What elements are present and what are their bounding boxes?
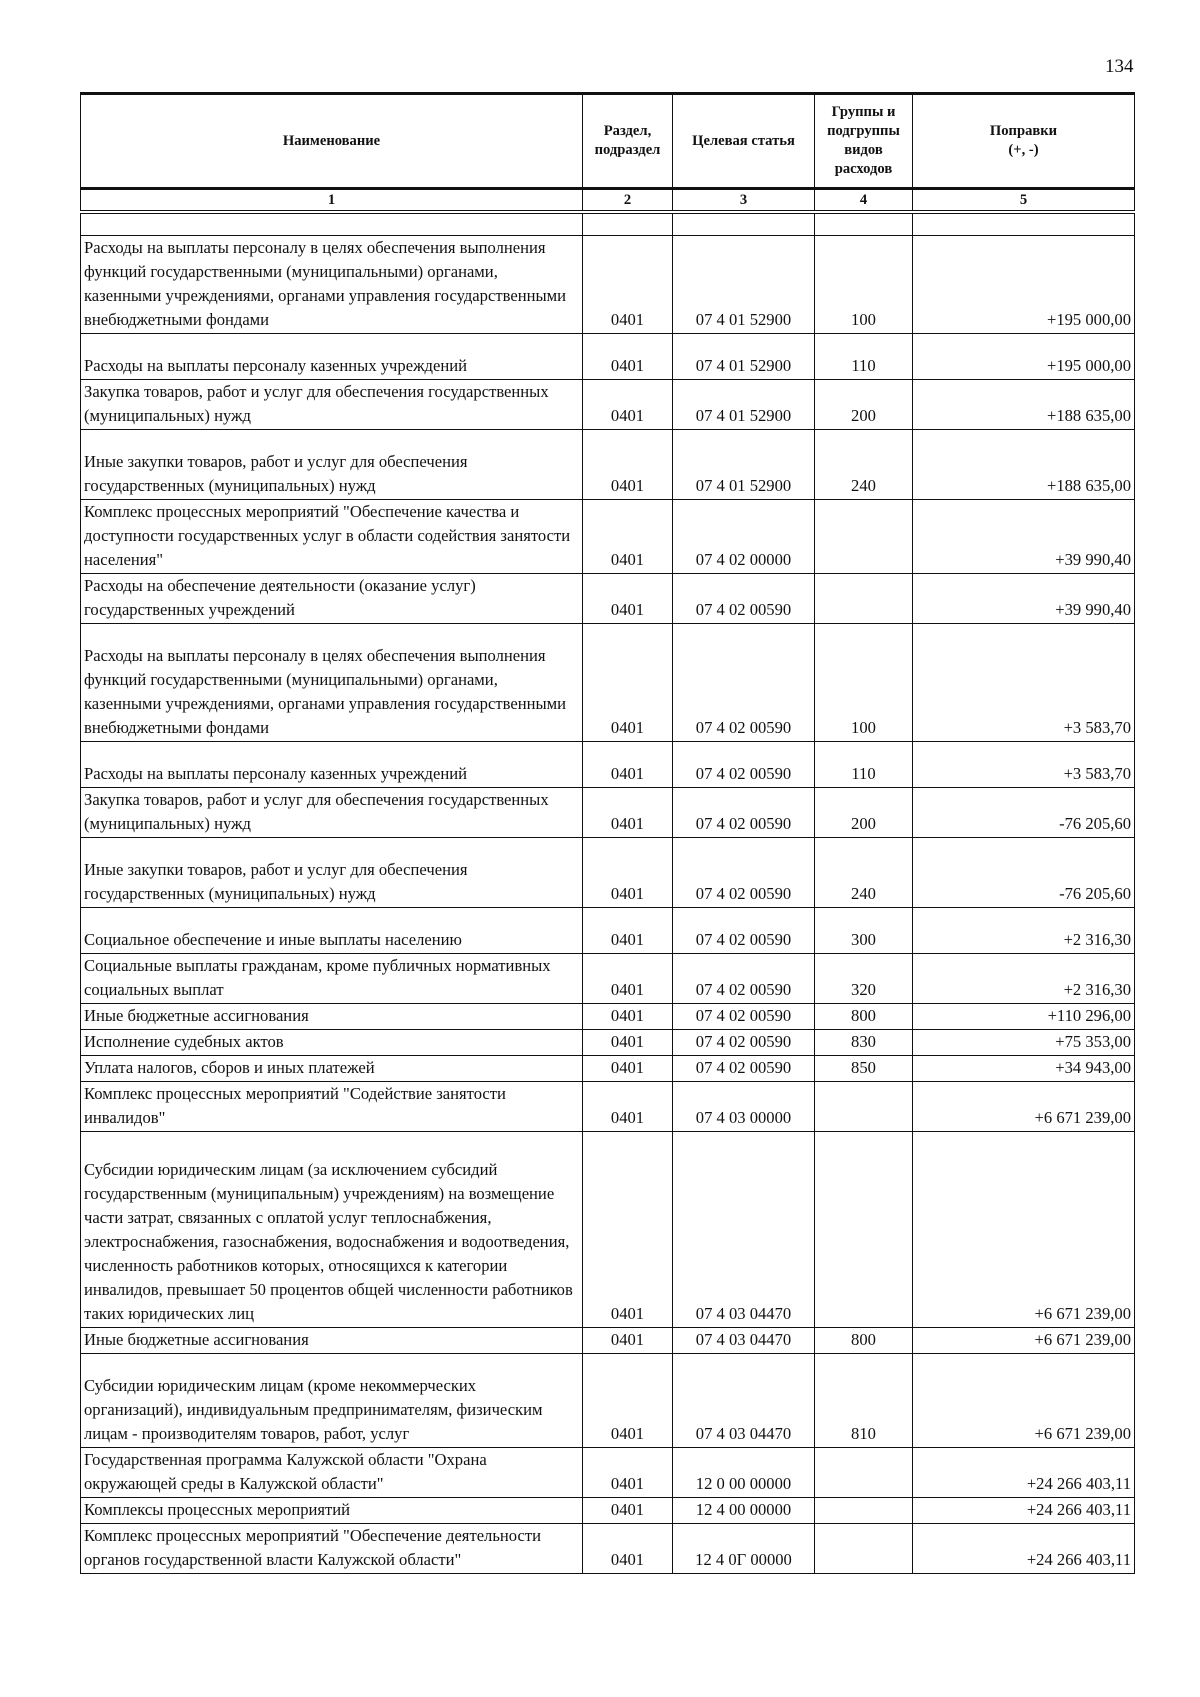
row-name: Закупка товаров, работ и услуг для обеспечения государственных (муниципальных) нужд — [81, 380, 583, 430]
table-row — [81, 624, 1135, 742]
row-section: 0401 — [583, 1498, 673, 1524]
row-group: 200 — [815, 380, 913, 430]
row-article: 07 4 01 52900 — [673, 380, 815, 430]
row-group: 200 — [815, 788, 913, 838]
row-amount: -76 205,60 — [913, 788, 1135, 838]
row-section: 0401 — [583, 1524, 673, 1574]
row-name: Комплекс процессных мероприятий "Обеспечение качества и доступности государственных услуг в области содействия занятости населения" — [81, 500, 583, 574]
table-row — [81, 1328, 1135, 1354]
table-row — [81, 1354, 1135, 1448]
row-amount: +3 583,70 — [913, 624, 1135, 742]
header-amount-title: Поправки — [989, 123, 1058, 139]
column-numbers-row — [81, 189, 1135, 213]
table-row — [81, 500, 1135, 574]
row-amount: +3 583,70 — [913, 742, 1135, 788]
row-name: Иные бюджетные ассигнования — [81, 1328, 583, 1354]
row-name: Исполнение судебных актов — [81, 1030, 583, 1056]
row-name: Расходы на выплаты персоналу в целях обеспечения выполнения функций государственными (муниципальными) органами, казенными учреждениями, органами управления государственными внебюджетными фондами — [81, 624, 583, 742]
row-section: 0401 — [583, 430, 673, 500]
row-section: 0401 — [583, 1328, 673, 1354]
row-amount: +195 000,00 — [913, 334, 1135, 380]
row-section: 0401 — [583, 574, 673, 624]
row-group — [815, 574, 913, 624]
column-number: 1 — [81, 189, 583, 213]
row-name: Расходы на выплаты персоналу в целях обеспечения выполнения функций государственными (муниципальными) органами, казенными учреждениями, органами управления государственными внебюджетными фондами — [81, 236, 583, 334]
budget-table — [80, 92, 1135, 1574]
column-number: 3 — [673, 189, 815, 213]
row-section: 0401 — [583, 1132, 673, 1328]
row-amount: +6 671 239,00 — [913, 1354, 1135, 1448]
table-row — [81, 1082, 1135, 1132]
row-name: Расходы на обеспечение деятельности (оказание услуг) государственных учреждений — [81, 574, 583, 624]
header-article: Целевая статья — [673, 94, 815, 189]
row-article: 07 4 03 04470 — [673, 1328, 815, 1354]
row-group: 800 — [815, 1328, 913, 1354]
header-group: Группы и подгруппы видов расходов — [815, 94, 913, 189]
header-amount — [913, 94, 1135, 189]
row-article: 07 4 02 00590 — [673, 1030, 815, 1056]
row-group: 100 — [815, 624, 913, 742]
row-article: 07 4 01 52900 — [673, 236, 815, 334]
column-number: 5 — [913, 189, 1135, 213]
table-row — [81, 1030, 1135, 1056]
row-section: 0401 — [583, 380, 673, 430]
row-group: 110 — [815, 334, 913, 380]
row-section: 0401 — [583, 1004, 673, 1030]
row-amount: +34 943,00 — [913, 1056, 1135, 1082]
row-name: Закупка товаров, работ и услуг для обеспечения государственных (муниципальных) нужд — [81, 788, 583, 838]
row-group — [815, 1448, 913, 1498]
row-article: 07 4 02 00590 — [673, 954, 815, 1004]
row-amount: -76 205,60 — [913, 838, 1135, 908]
row-name: Иные закупки товаров, работ и услуг для обеспечения государственных (муниципальных) нужд — [81, 838, 583, 908]
row-section: 0401 — [583, 1056, 673, 1082]
row-group: 320 — [815, 954, 913, 1004]
row-article: 07 4 02 00590 — [673, 788, 815, 838]
row-section: 0401 — [583, 788, 673, 838]
row-amount: +6 671 239,00 — [913, 1082, 1135, 1132]
row-section: 0401 — [583, 1448, 673, 1498]
row-section: 0401 — [583, 500, 673, 574]
header-section: Раздел, подраздел — [583, 94, 673, 189]
row-name: Социальные выплаты гражданам, кроме публичных нормативных социальных выплат — [81, 954, 583, 1004]
table-row — [81, 334, 1135, 380]
row-article: 07 4 03 04470 — [673, 1132, 815, 1328]
table-row — [81, 430, 1135, 500]
row-group: 800 — [815, 1004, 913, 1030]
row-section: 0401 — [583, 236, 673, 334]
row-amount: +24 266 403,11 — [913, 1498, 1135, 1524]
table-row — [81, 838, 1135, 908]
row-amount: +195 000,00 — [913, 236, 1135, 334]
row-article: 07 4 03 04470 — [673, 1354, 815, 1448]
row-name: Расходы на выплаты персоналу казенных учреждений — [81, 334, 583, 380]
row-section: 0401 — [583, 1030, 673, 1056]
table-row — [81, 908, 1135, 954]
row-article: 07 4 02 00590 — [673, 574, 815, 624]
row-article: 12 4 0Г 00000 — [673, 1524, 815, 1574]
row-group — [815, 1498, 913, 1524]
row-group: 850 — [815, 1056, 913, 1082]
row-group: 100 — [815, 236, 913, 334]
row-article: 07 4 02 00590 — [673, 624, 815, 742]
row-amount: +2 316,30 — [913, 954, 1135, 1004]
table-row — [81, 574, 1135, 624]
spacer-row — [81, 212, 1135, 236]
table-row — [81, 1056, 1135, 1082]
header-amount-sign: (+, -) — [1008, 142, 1039, 158]
row-article: 07 4 02 00000 — [673, 500, 815, 574]
row-name: Иные бюджетные ассигнования — [81, 1004, 583, 1030]
table-row — [81, 1524, 1135, 1574]
row-article: 07 4 02 00590 — [673, 1004, 815, 1030]
table-row — [81, 954, 1135, 1004]
row-group: 830 — [815, 1030, 913, 1056]
row-name: Комплексы процессных мероприятий — [81, 1498, 583, 1524]
table-row — [81, 1448, 1135, 1498]
table-row — [81, 236, 1135, 334]
row-section: 0401 — [583, 624, 673, 742]
row-group: 110 — [815, 742, 913, 788]
row-name: Комплекс процессных мероприятий "Обеспечение деятельности органов государственной власти Калужской области" — [81, 1524, 583, 1574]
row-section: 0401 — [583, 1082, 673, 1132]
row-name: Комплекс процессных мероприятий "Содействие занятости инвалидов" — [81, 1082, 583, 1132]
row-group — [815, 1524, 913, 1574]
row-name: Уплата налогов, сборов и иных платежей — [81, 1056, 583, 1082]
header-name: Наименование — [81, 94, 583, 189]
row-amount: +39 990,40 — [913, 574, 1135, 624]
table-row — [81, 1004, 1135, 1030]
row-section: 0401 — [583, 838, 673, 908]
row-amount: +188 635,00 — [913, 430, 1135, 500]
column-number: 2 — [583, 189, 673, 213]
row-section: 0401 — [583, 908, 673, 954]
row-name: Субсидии юридическим лицам (кроме некоммерческих организаций), индивидуальным предпринимателям, физическим лицам - производителям товаров, работ, услуг — [81, 1354, 583, 1448]
row-group: 300 — [815, 908, 913, 954]
row-article: 12 0 00 00000 — [673, 1448, 815, 1498]
row-amount: +75 353,00 — [913, 1030, 1135, 1056]
row-name: Иные закупки товаров, работ и услуг для обеспечения государственных (муниципальных) нужд — [81, 430, 583, 500]
row-article: 07 4 02 00590 — [673, 908, 815, 954]
row-article: 07 4 01 52900 — [673, 430, 815, 500]
row-name: Государственная программа Калужской области "Охрана окружающей среды в Калужской области" — [81, 1448, 583, 1498]
row-amount: +24 266 403,11 — [913, 1524, 1135, 1574]
row-group — [815, 1082, 913, 1132]
table-row — [81, 1132, 1135, 1328]
row-article: 07 4 02 00590 — [673, 742, 815, 788]
row-amount: +6 671 239,00 — [913, 1132, 1135, 1328]
row-amount: +188 635,00 — [913, 380, 1135, 430]
table-row — [81, 1498, 1135, 1524]
row-group — [815, 500, 913, 574]
row-group: 240 — [815, 838, 913, 908]
row-amount: +39 990,40 — [913, 500, 1135, 574]
row-section: 0401 — [583, 334, 673, 380]
row-section: 0401 — [583, 954, 673, 1004]
column-number: 4 — [815, 189, 913, 213]
row-group: 240 — [815, 430, 913, 500]
row-article: 12 4 00 00000 — [673, 1498, 815, 1524]
row-article: 07 4 03 00000 — [673, 1082, 815, 1132]
row-name: Субсидии юридическим лицам (за исключением субсидий государственным (муниципальным) учреждениям) на возмещение части затрат, связанных с оплатой услуг теплоснабжения, электроснабжения, газоснабжения, водоснабжения и водоотведения, численность работников которых, относящихся к категории инвалидов, превышает 50 процентов общей численности работников таких юридических лиц — [81, 1132, 583, 1328]
row-group — [815, 1132, 913, 1328]
header-row — [81, 94, 1135, 189]
table-row — [81, 788, 1135, 838]
row-amount: +110 296,00 — [913, 1004, 1135, 1030]
row-article: 07 4 02 00590 — [673, 838, 815, 908]
row-amount: +2 316,30 — [913, 908, 1135, 954]
row-amount: +24 266 403,11 — [913, 1448, 1135, 1498]
row-amount: +6 671 239,00 — [913, 1328, 1135, 1354]
table-row — [81, 742, 1135, 788]
page-number: 134 — [1105, 56, 1134, 77]
row-group: 810 — [815, 1354, 913, 1448]
row-article: 07 4 02 00590 — [673, 1056, 815, 1082]
row-section: 0401 — [583, 742, 673, 788]
row-name: Расходы на выплаты персоналу казенных учреждений — [81, 742, 583, 788]
row-section: 0401 — [583, 1354, 673, 1448]
row-article: 07 4 01 52900 — [673, 334, 815, 380]
table-row — [81, 380, 1135, 430]
row-name: Социальное обеспечение и иные выплаты населению — [81, 908, 583, 954]
